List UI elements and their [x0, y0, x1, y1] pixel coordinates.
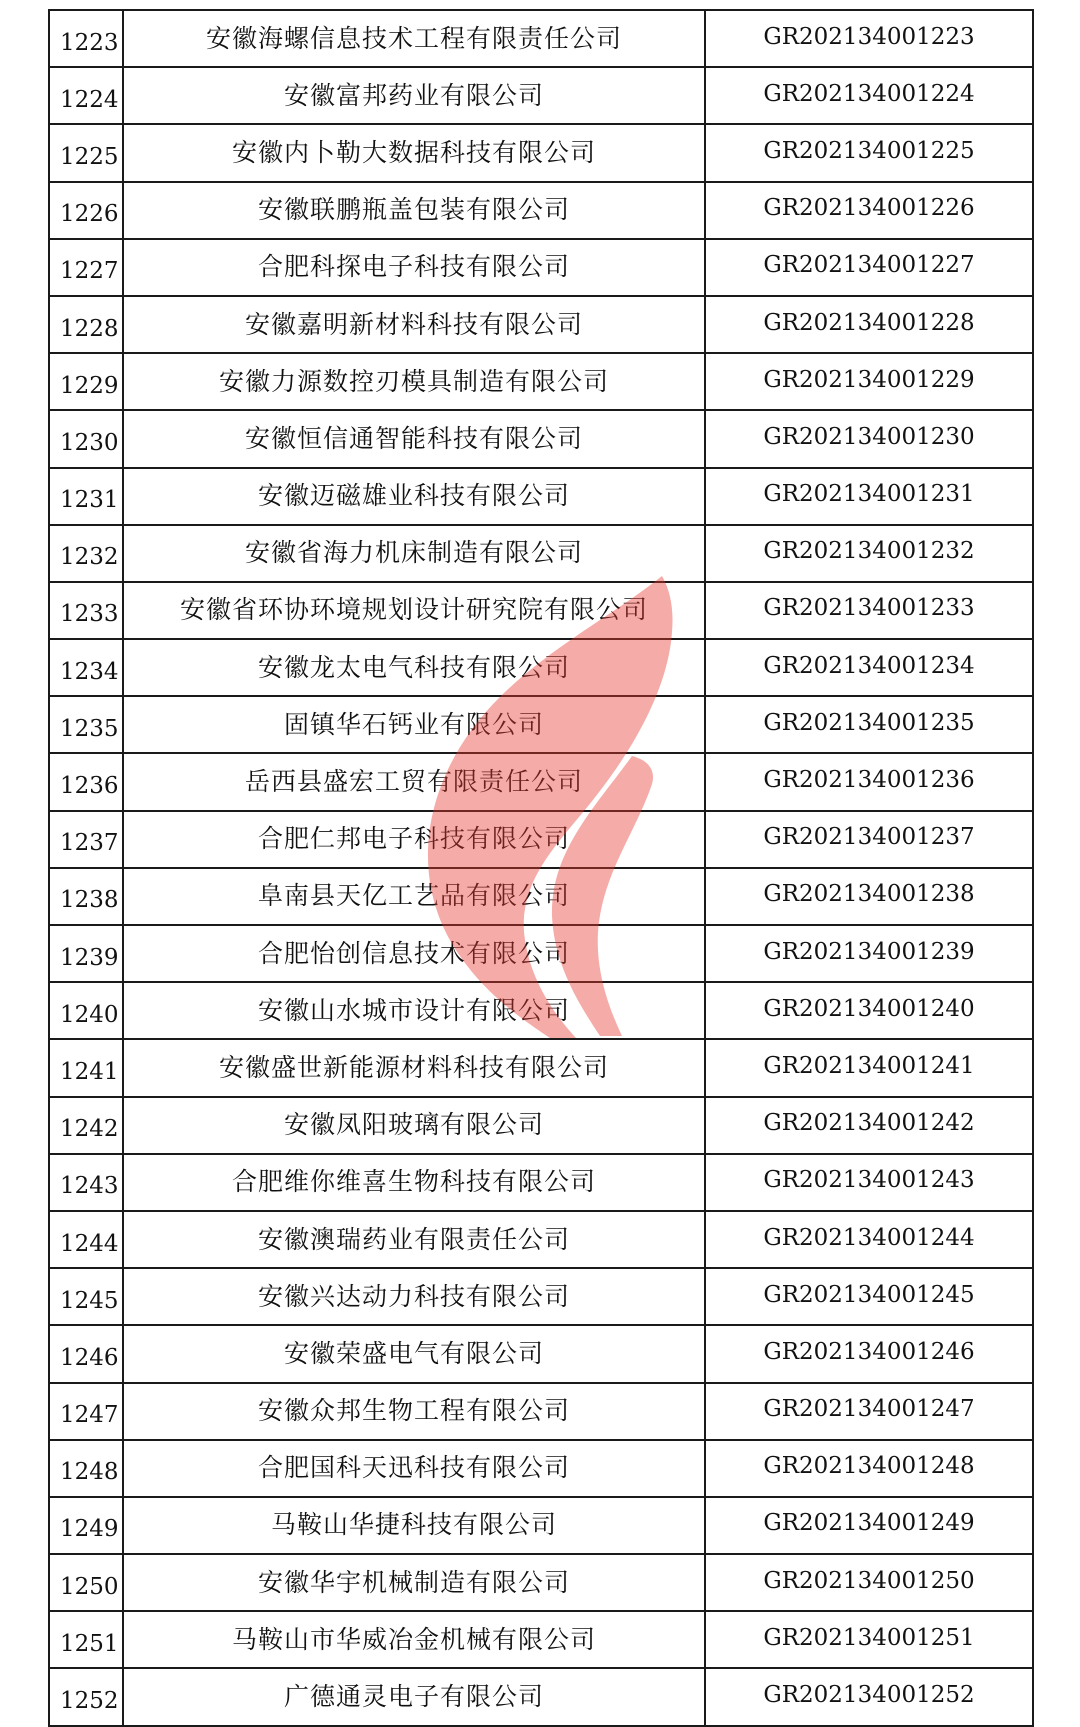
table-row [49, 1440, 1033, 1497]
row-number-cell: 1223 [49, 10, 123, 67]
table-row [49, 10, 1033, 67]
company-name-cell: 阜南县天亿工艺品有限公司 [123, 868, 705, 925]
row-number-cell: 1227 [49, 239, 123, 296]
row-number-cell: 1236 [49, 753, 123, 810]
certificate-number-cell: GR202134001226 [705, 182, 1033, 239]
certificate-number-cell: GR202134001224 [705, 67, 1033, 124]
company-name-cell: 安徽众邦生物工程有限公司 [123, 1383, 705, 1440]
certificate-number-cell: GR202134001240 [705, 982, 1033, 1039]
table-row [49, 239, 1033, 296]
company-list-table [48, 9, 1034, 1727]
company-name-cell: 岳西县盛宏工贸有限责任公司 [123, 753, 705, 810]
company-name-cell: 安徽力源数控刃模具制造有限公司 [123, 353, 705, 410]
row-number-cell: 1247 [49, 1383, 123, 1440]
row-number-cell: 1240 [49, 982, 123, 1039]
table-row [49, 582, 1033, 639]
company-name-cell: 安徽嘉明新材料科技有限公司 [123, 296, 705, 353]
table-row [49, 1097, 1033, 1154]
table-row [49, 925, 1033, 982]
table-body [49, 10, 1033, 1726]
row-number-cell: 1231 [49, 468, 123, 525]
certificate-number-cell: GR202134001244 [705, 1211, 1033, 1268]
row-number-cell: 1234 [49, 639, 123, 696]
table-row [49, 182, 1033, 239]
row-number-cell: 1225 [49, 124, 123, 181]
certificate-number-cell: GR202134001247 [705, 1383, 1033, 1440]
certificate-number-cell: GR202134001225 [705, 124, 1033, 181]
table-row [49, 1554, 1033, 1611]
table-row [49, 1211, 1033, 1268]
company-name-cell: 安徽联鹏瓶盖包装有限公司 [123, 182, 705, 239]
row-number-cell: 1251 [49, 1611, 123, 1668]
row-number-cell: 1233 [49, 582, 123, 639]
certificate-number-cell: GR202134001227 [705, 239, 1033, 296]
table-row [49, 296, 1033, 353]
company-name-cell: 安徽盛世新能源材料科技有限公司 [123, 1039, 705, 1096]
table-row [49, 1383, 1033, 1440]
table-row [49, 639, 1033, 696]
table-row [49, 811, 1033, 868]
row-number-cell: 1232 [49, 525, 123, 582]
row-number-cell: 1246 [49, 1325, 123, 1382]
company-name-cell: 合肥维你维喜生物科技有限公司 [123, 1154, 705, 1211]
row-number-cell: 1237 [49, 811, 123, 868]
table-row [49, 67, 1033, 124]
company-name-cell: 广德通灵电子有限公司 [123, 1668, 705, 1725]
row-number-cell: 1249 [49, 1497, 123, 1554]
row-number-cell: 1239 [49, 925, 123, 982]
company-name-cell: 合肥科探电子科技有限公司 [123, 239, 705, 296]
table-row [49, 1668, 1033, 1725]
certificate-number-cell: GR202134001233 [705, 582, 1033, 639]
company-name-cell: 安徽澳瑞药业有限责任公司 [123, 1211, 705, 1268]
certificate-number-cell: GR202134001243 [705, 1154, 1033, 1211]
company-name-cell: 马鞍山市华威冶金机械有限公司 [123, 1611, 705, 1668]
table-row [49, 124, 1033, 181]
table-row [49, 525, 1033, 582]
company-name-cell: 安徽迈磁雄业科技有限公司 [123, 468, 705, 525]
row-number-cell: 1230 [49, 410, 123, 467]
certificate-number-cell: GR202134001238 [705, 868, 1033, 925]
certificate-number-cell: GR202134001248 [705, 1440, 1033, 1497]
table-row [49, 1611, 1033, 1668]
table-row [49, 1154, 1033, 1211]
company-name-cell: 安徽龙太电气科技有限公司 [123, 639, 705, 696]
row-number-cell: 1238 [49, 868, 123, 925]
certificate-number-cell: GR202134001230 [705, 410, 1033, 467]
company-name-cell: 合肥仁邦电子科技有限公司 [123, 811, 705, 868]
company-name-cell: 安徽内卜勒大数据科技有限公司 [123, 124, 705, 181]
company-name-cell: 安徽恒信通智能科技有限公司 [123, 410, 705, 467]
table-row [49, 1497, 1033, 1554]
row-number-cell: 1243 [49, 1154, 123, 1211]
table-row [49, 753, 1033, 810]
row-number-cell: 1226 [49, 182, 123, 239]
row-number-cell: 1245 [49, 1268, 123, 1325]
row-number-cell: 1229 [49, 353, 123, 410]
table-row [49, 410, 1033, 467]
company-name-cell: 安徽海螺信息技术工程有限责任公司 [123, 10, 705, 67]
table-row [49, 982, 1033, 1039]
table-row [49, 696, 1033, 753]
company-name-cell: 安徽山水城市设计有限公司 [123, 982, 705, 1039]
table-row [49, 468, 1033, 525]
certificate-number-cell: GR202134001228 [705, 296, 1033, 353]
row-number-cell: 1228 [49, 296, 123, 353]
company-name-cell: 安徽省环协环境规划设计研究院有限公司 [123, 582, 705, 639]
table-row [49, 1039, 1033, 1096]
company-name-cell: 合肥怡创信息技术有限公司 [123, 925, 705, 982]
row-number-cell: 1241 [49, 1039, 123, 1096]
company-name-cell: 固镇华石钙业有限公司 [123, 696, 705, 753]
row-number-cell: 1224 [49, 67, 123, 124]
table-row [49, 1268, 1033, 1325]
row-number-cell: 1250 [49, 1554, 123, 1611]
table-row [49, 353, 1033, 410]
company-name-cell: 合肥国科天迅科技有限公司 [123, 1440, 705, 1497]
certificate-number-cell: GR202134001250 [705, 1554, 1033, 1611]
company-name-cell: 马鞍山华捷科技有限公司 [123, 1497, 705, 1554]
row-number-cell: 1252 [49, 1668, 123, 1725]
row-number-cell: 1244 [49, 1211, 123, 1268]
company-name-cell: 安徽富邦药业有限公司 [123, 67, 705, 124]
company-name-cell: 安徽兴达动力科技有限公司 [123, 1268, 705, 1325]
certificate-number-cell: GR202134001252 [705, 1668, 1033, 1725]
table-row [49, 1325, 1033, 1382]
row-number-cell: 1242 [49, 1097, 123, 1154]
table-row [49, 868, 1033, 925]
certificate-number-cell: GR202134001235 [705, 696, 1033, 753]
row-number-cell: 1235 [49, 696, 123, 753]
certificate-number-cell: GR202134001237 [705, 811, 1033, 868]
certificate-number-cell: GR202134001246 [705, 1325, 1033, 1382]
company-name-cell: 安徽荣盛电气有限公司 [123, 1325, 705, 1382]
company-name-cell: 安徽凤阳玻璃有限公司 [123, 1097, 705, 1154]
certificate-number-cell: GR202134001231 [705, 468, 1033, 525]
certificate-number-cell: GR202134001242 [705, 1097, 1033, 1154]
certificate-number-cell: GR202134001229 [705, 353, 1033, 410]
row-number-cell: 1248 [49, 1440, 123, 1497]
certificate-number-cell: GR202134001239 [705, 925, 1033, 982]
company-name-cell: 安徽华宇机械制造有限公司 [123, 1554, 705, 1611]
certificate-number-cell: GR202134001236 [705, 753, 1033, 810]
certificate-number-cell: GR202134001241 [705, 1039, 1033, 1096]
certificate-number-cell: GR202134001245 [705, 1268, 1033, 1325]
certificate-number-cell: GR202134001249 [705, 1497, 1033, 1554]
certificate-number-cell: GR202134001234 [705, 639, 1033, 696]
certificate-number-cell: GR202134001251 [705, 1611, 1033, 1668]
certificate-number-cell: GR202134001223 [705, 10, 1033, 67]
company-name-cell: 安徽省海力机床制造有限公司 [123, 525, 705, 582]
certificate-number-cell: GR202134001232 [705, 525, 1033, 582]
